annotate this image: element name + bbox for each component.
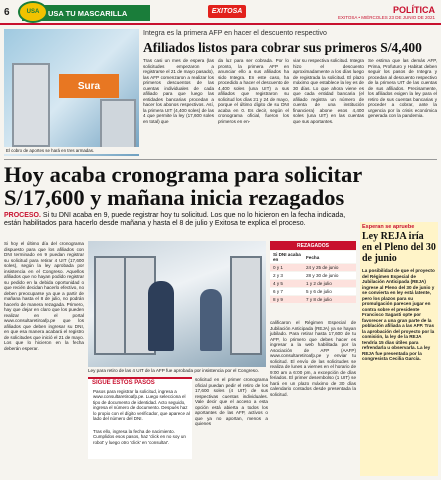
afp-office-photo xyxy=(4,29,139,156)
date-range: 7 y 8 de julio xyxy=(306,297,332,302)
table-row xyxy=(270,280,356,287)
sidebar-headline: Ley REJA iría en el Pleno del 30 de junio xyxy=(362,231,436,264)
table-row xyxy=(270,272,356,279)
story-column: viar su respectiva solicitud. Integra hizo el descuento aproximadamente a los días luego de registrada la solicitud. El plazo máximo que establece la ley es de 30 días. Lo que ahora viene es que cada entidad bancaria (el afiliado registra un número de cuenta de una institución financiera) abone esos 4,400 soles (una UIT) en las cuentas que sus aportantes. xyxy=(293,58,364,124)
sidebar-body: La posibilidad de que el proyecto del Régimen Especial de Jubilación Anticipada (REJA) ingrese al Pleno del 30 de junio y se convierta en ley está latente, pero los plazos para su promulgación parecen jugar en contra sobre el presidente Francisco Sagasti opte por favorecer a una gran parte de la población afiliada a las AFP. Tras la aprobación del proyecto por la comisión, la ley de la REJA tendría 15 días útiles para refrendarla u observarla. La ley REJA fue presentada por la congresista Cecilia García. xyxy=(362,268,435,361)
story-column: Se estima que las demás AFP, Prima, Profuturo y Habitat deben seguir los pasos de Integra y procedan al descuento respectivo de la primera UIT de las cuentas de sus afiliados. Precisamente, los afiliados exigen la ley para el retiro de sus cuentas bancarias y proceder a cobrar, ante la urgencia por la crisis económica generada con la pandemia. xyxy=(368,58,437,118)
table-header xyxy=(270,251,356,263)
dateline: EXITOSA • MIÉRCOLES 23 DE JUNIO DE 2021 xyxy=(337,15,435,20)
section-title: POLÍTICA xyxy=(393,5,435,15)
deck-text: Si tu DNI acaba en 9, puede registrar hoy tu solicitud. Los que no lo hicieron en la fecha indicada, están habilitados para hacerlo desde mañana y hasta el 8 de julio y Exitosa te explica el proceso. xyxy=(4,212,346,228)
steps-title: SIGUE ESTOS PASOS xyxy=(92,380,155,386)
step-item: Tras ello, ingresa la fecha de nacimiento. Cumplidos esos pasos, haz 'click en no soy un robot' y luego otro 'click' en 'consultar'. xyxy=(93,429,186,445)
person-figure xyxy=(148,281,174,351)
dni-range: 4 y 5 xyxy=(273,281,283,286)
story-column: Tras casi un mes de espera (las solicitudes empezaron a registrarse el 21 de mayo pasado), las AFP comenzaron a realizar los primeros descuentos de las cuentas individuales de cada afiliado para que luego las entidades bancarias procedan a hacer los abonos respectivos. Así, la primera UIT (4,400 soles) de las 4 que permite la ley (17,600 soles en total) que xyxy=(143,58,214,124)
main-headline: Hoy acaba cronograma para solicitar S/17,600 y mañana inicia rezagados xyxy=(4,162,362,210)
date-range: 28 y 30 de junio xyxy=(306,273,339,278)
brand-logo: EXITOSA xyxy=(208,5,246,18)
page-number: 6 xyxy=(4,7,10,18)
story-column: da luz para ser cobrada. Por lo pronto, la primera AFP en anunciar ello a sus afiliados ha sido Integra. En este caso, ha procedido a hacer el descuento de 4,400 soles (una UIT) a sus afiliados que registraron su solicitud los días 21 y 24 de mayo, porque el último dígito de su DNI acaba en 0. Es decir, según el cronograma oficial, fueron los primeros en en- xyxy=(218,58,289,124)
table-row xyxy=(270,288,356,295)
story-kicker: Integra es la primera AFP en hacer el descuento respectivo xyxy=(143,30,327,37)
header-rule xyxy=(0,23,441,25)
photo-caption: El cobro de aportes se hará en tres armadas. xyxy=(4,147,139,154)
table-title: REZAGADOS xyxy=(270,241,356,250)
dni-range: 6 y 7 xyxy=(273,289,283,294)
step-item: Pasos para registrar la solicitud, ingresa a www.consultaretiroafp.pe. Luego selecciona el tipo de documento de identidad. Acto seguido, ingresa el número de documento. Después haz lo propio con el dígito verificador, que aparece al lado del número del DNI. xyxy=(93,389,190,422)
mask-campaign-logo: USA xyxy=(18,1,48,23)
deck-lead: PROCESO. xyxy=(4,212,41,219)
body-column: solicitud en el primer cronograma oficial puedan pedir el retiro de los 17,600 soles (4 UIT) de sus respectivas cuentas individuales. Vale decir que el acceso a esta opción está abierta a todos los aportantes de las AFP, activos o que ya no aportan, menos a quienes xyxy=(195,377,268,426)
dni-range: 2 y 3 xyxy=(273,273,283,278)
column-header: Fecha xyxy=(306,254,320,260)
table-row xyxy=(270,296,356,303)
body-column: calificaron el Régimen Especial de Jubilación Anticipada (REJA) ya se hayan jubilado. Para retirar hasta 17,600 de tu AFP, lo primero que debes hacer es ingresar a la web habilitada por la Asociación de AFP (AAFP) www.consultaretiroafp.pe y enviar tu solicitud. El envío de las solicitudes se realiza de lunes a viernes en el horario de 9:00 am a 6:00 pm, a excepción de días feriados. El primer desembolso (1 UIT) se hará en un plazo máximo de 30 días calendario contados desde presentada la solicitud. xyxy=(270,320,356,397)
date-range: 5 y 6 de julio xyxy=(306,289,332,294)
dni-range: 8 y 9 xyxy=(273,297,283,302)
column-header: Si DNI acaba en xyxy=(273,252,301,262)
story-headline: Afiliados listos para cobrar sus primeros S/4,400 xyxy=(143,40,422,55)
sidebar-kicker: Esperan se apruebe xyxy=(362,224,415,230)
body-column: Si hoy el último día del cronograma dispuesto para que los afiliados con DNI terminado en 9 puedan registrar su solicitud para retirar 4 UIT (17,600 soles), según la ley aprobada por insistencia en el Congreso. Aquellos afiliados que no hayan podido registrar su pedido en la debida oportunidad o que recién decidan hacerlo efectivo, no deben preocuparse ya que a partir de mañana hasta el 8 de julio, no podrán hacerlo de manera rezagada. Primero, hay que dejar en claro que los pueden realizar en el portal www.consultaretiroafp.pe que los afiliados que deben ingresar su DNI, en que esa manera acabará el registro de solicitudes que inició el 21 de mayo. Los que lo hicieron en la fecha deberán esperar. xyxy=(4,241,84,351)
atm-machine xyxy=(100,99,136,153)
photo-caption: Ley para retiro de las 4 UIT de la AFP fue aprobada por insistencia por el Congreso. xyxy=(88,368,259,373)
campaign-banner: USA TU MASCARILLA xyxy=(22,5,150,21)
main-deck xyxy=(4,212,359,228)
divider xyxy=(4,159,437,160)
atm-machine xyxy=(94,256,126,355)
date-range: 1 y 2 de julio xyxy=(306,281,332,286)
atm-machine xyxy=(230,256,262,355)
atm-users-photo xyxy=(88,241,266,367)
person-figure xyxy=(200,289,222,351)
dni-range: 0 y 1 xyxy=(273,265,283,270)
date-range: 24 y 25 de junio xyxy=(306,265,339,270)
table-row xyxy=(270,264,356,271)
atm-machine xyxy=(12,63,50,147)
sura-sign: Sura xyxy=(59,74,119,98)
